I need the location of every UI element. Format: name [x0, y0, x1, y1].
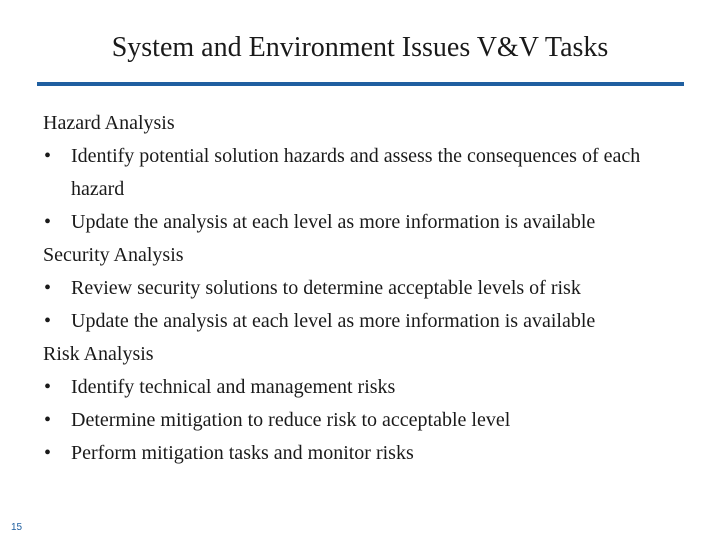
bullet-icon: •: [44, 376, 52, 398]
bullet-icon: •: [44, 310, 52, 332]
bullet-icon: •: [44, 409, 52, 431]
bullet-icon: •: [44, 277, 52, 299]
title-divider: [37, 82, 684, 86]
bullet-icon: •: [44, 211, 52, 233]
slide-content: [43, 107, 693, 470]
page-number: 15: [11, 522, 23, 533]
bullet-item: [43, 404, 693, 437]
bullet-item: [43, 206, 693, 239]
section-risk-analysis: [43, 338, 693, 470]
bullet-text: Identify technical and management risks: [71, 376, 396, 398]
bullet-item: [43, 371, 693, 404]
bullet-item: [43, 140, 693, 206]
bullet-item: [43, 437, 693, 470]
bullet-icon: •: [44, 442, 52, 464]
bullet-text: Determine mitigation to reduce risk to acceptable level: [71, 409, 511, 431]
bullet-text: Update the analysis at each level as more information is available: [71, 310, 596, 332]
section-heading: Hazard Analysis: [43, 112, 175, 134]
bullet-list: [43, 371, 693, 470]
bullet-text: Review security solutions to determine acceptable levels of risk: [71, 277, 581, 299]
bullet-item: [43, 305, 693, 338]
section-hazard-analysis: [43, 107, 693, 239]
bullet-list: [43, 140, 693, 239]
bullet-text: Update the analysis at each level as more information is available: [71, 211, 596, 233]
section-security-analysis: [43, 239, 693, 338]
section-heading: Risk Analysis: [43, 343, 154, 365]
section-heading: Security Analysis: [43, 244, 184, 266]
bullet-icon: •: [44, 145, 52, 167]
bullet-item: [43, 272, 693, 305]
slide-title: System and Environment Issues V&V Tasks: [111, 32, 609, 63]
bullet-text: Identify potential solution hazards and assess the consequences of each hazard: [71, 145, 641, 200]
bullet-list: [43, 272, 693, 338]
bullet-text: Perform mitigation tasks and monitor risks: [71, 442, 414, 464]
